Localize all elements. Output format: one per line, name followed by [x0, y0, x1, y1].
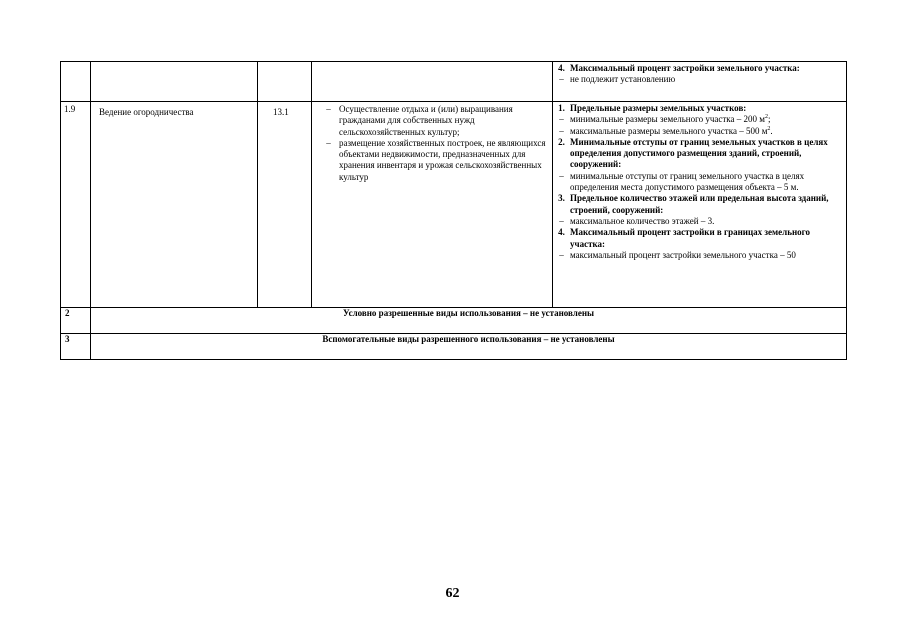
row-number: 1.9 [61, 102, 91, 308]
param-value: – минимальные отступы от границ земельного участка в целях определения места допустимого размещения объекта – 5 м. [559, 170, 805, 193]
section-number: 2 [61, 308, 91, 334]
table-row [61, 102, 847, 308]
param-heading: 4. Максимальный процент застройки земельного участка: [558, 63, 800, 73]
section-row [61, 308, 847, 334]
params-cell [553, 102, 847, 308]
section-row [61, 334, 847, 360]
params-cell [553, 62, 847, 102]
cell-empty [258, 62, 312, 102]
param-heading: 1. Предельные размеры земельных участков: [558, 103, 747, 113]
use-type-description [312, 102, 553, 308]
section-title: Вспомогательные виды разрешенного использования – не установлены [91, 334, 847, 360]
param-value: – максимальное количество этажей – 3. [559, 215, 715, 226]
cell-empty [312, 62, 553, 102]
section-number: 3 [61, 334, 91, 360]
param-heading: 3. Предельное количество этажей или предельная высота зданий, строений, сооружений: [558, 193, 829, 215]
param-value: – максимальный процент застройки земельного участка – 50 [559, 249, 796, 260]
land-use-table [60, 61, 847, 360]
page-number: 62 [445, 586, 460, 601]
param-value: – не подлежит установлению [559, 74, 676, 85]
cell-empty [91, 62, 258, 102]
param-value: – максимальные размеры земельного участка – 500 $м^2$. [559, 125, 773, 136]
use-type-name: Ведение огородничества [91, 102, 258, 308]
param-heading: 4. Максимальный процент застройки в границах земельного участка: [558, 227, 811, 249]
param-value: – минимальные размеры земельного участка – 200 $м^2$; [559, 114, 771, 125]
list-item: – размещение хозяйственных построек, не являющихся объектами недвижимости, предназначенных для хранения инвентаря и урожая сельскохозяйственных культур [326, 137, 546, 182]
cell-empty [61, 62, 91, 102]
use-type-code: 13.1 [258, 102, 312, 308]
param-heading: 2. Минимальные отступы от границ земельных участков в целях определения допустимого размещения зданий, строений, сооружений: [558, 136, 828, 170]
table-row [61, 62, 847, 102]
list-item: – Осуществление отдыха и (или) выращивания гражданами для собственных нужд сельскохозяйственных культур; [326, 104, 513, 137]
section-title: Условно разрешенные виды использования – не установлены [91, 308, 847, 334]
